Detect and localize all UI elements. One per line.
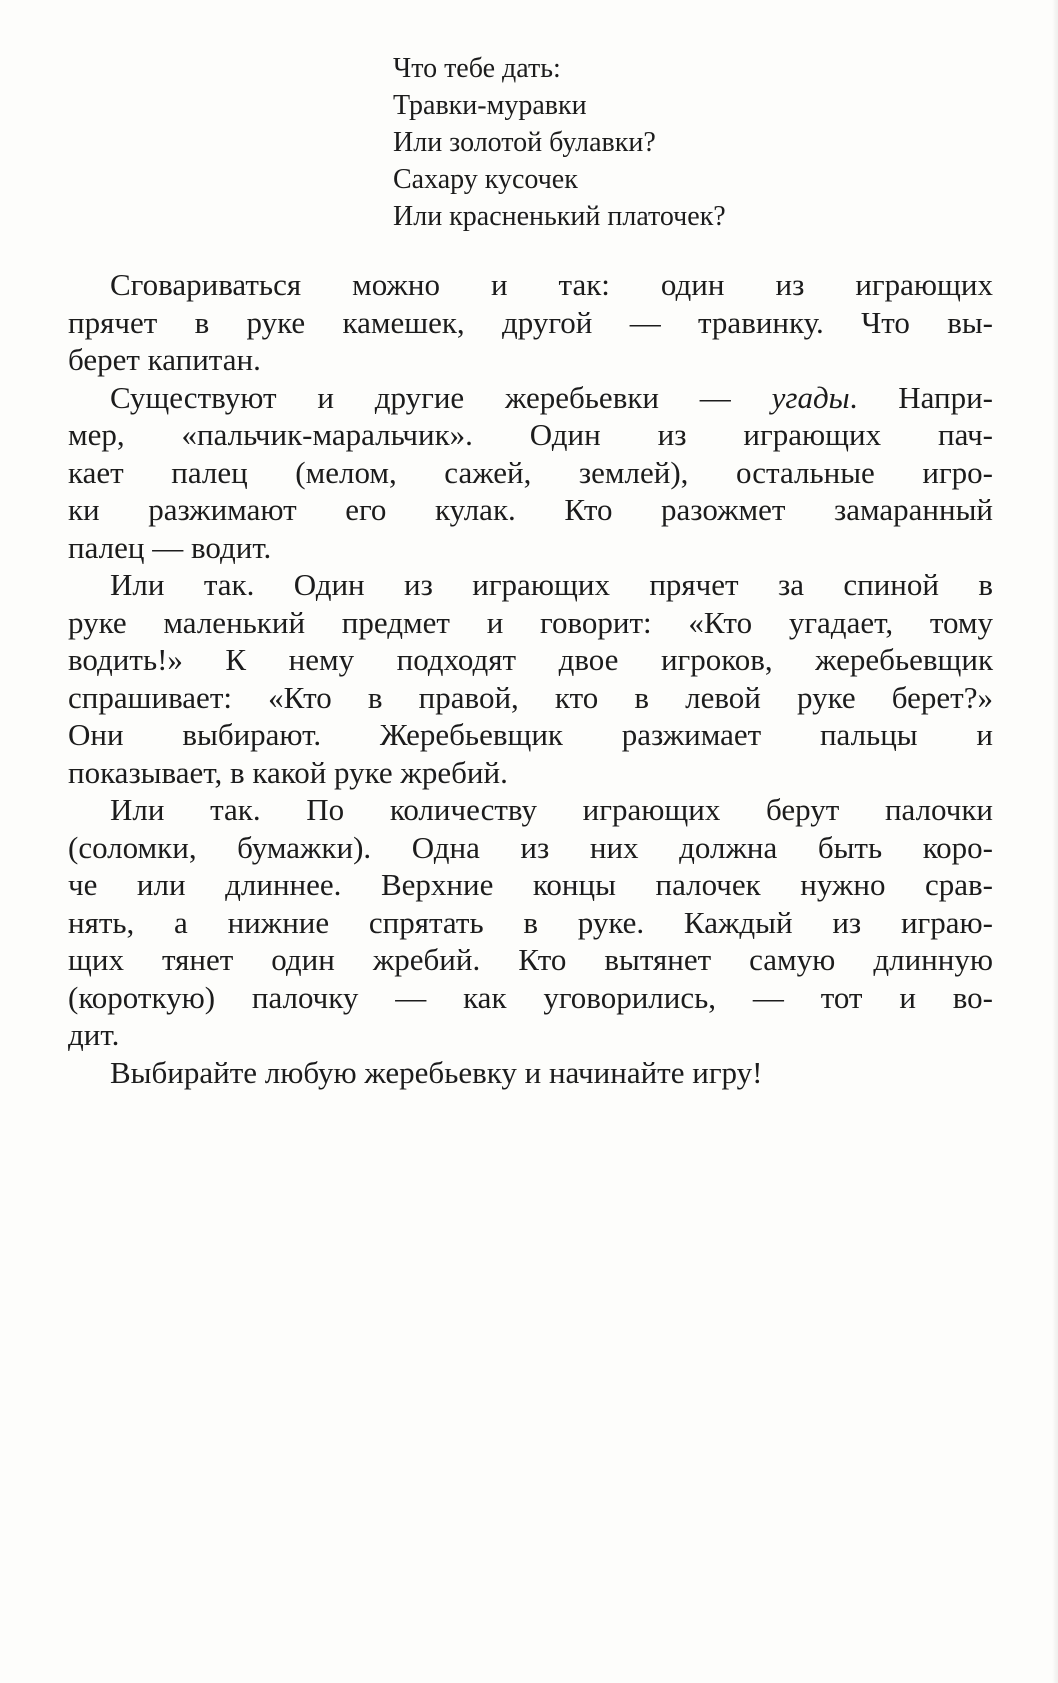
text-line: нять, а нижние спрятать в руке. Каждый из играю- — [68, 904, 993, 940]
text-line: дит. — [68, 1017, 120, 1052]
page-edge-shadow — [1052, 0, 1058, 1683]
text-line: кает палец (мелом, сажей, землей), остальные игро- — [68, 454, 993, 490]
paragraph-hidden-object — [68, 566, 993, 791]
text-line: (соломки, бумажки). Одна из них должна быть коро- — [68, 829, 993, 865]
verse-line: Травки-муравки — [393, 90, 587, 121]
verse-line: Или золотой булавки? — [393, 127, 656, 158]
text-line: (короткую) палочку — как уговорились, — тот и во- — [68, 979, 993, 1015]
text-line: че или длиннее. Верхние концы палочек нужно срав- — [68, 867, 993, 902]
text-line: Они выбирают. Жеребьевщик разжимает пальцы и — [68, 717, 993, 752]
verse-line: Что тебе дать: — [393, 53, 561, 84]
italic-term: угады — [771, 379, 850, 415]
paragraph-closing — [68, 1054, 993, 1092]
text-line: берет капитан. — [68, 342, 261, 377]
text-line: Или так. По количеству играющих берут палочки — [110, 792, 993, 827]
text-line: щих тянет один жребий. Кто вытянет самую длинную — [68, 942, 993, 977]
text-line: руке маленький предмет и говорит: «Кто угадает, тому — [68, 604, 993, 640]
text-line: Выбирайте любую жеребьевку и начинайте игру! — [110, 1054, 763, 1090]
text-line: Или так. Один из играющих прячет за спиной в — [110, 567, 993, 602]
text-line: водить!» К нему подходят двое игроков, жеребьевщик — [68, 642, 993, 677]
text-line — [68, 379, 993, 417]
text-fragment: Существуют и другие жеребьевки — — [110, 379, 772, 415]
text-line: показывает, в какой руке жребий. — [68, 754, 508, 790]
text-line: мер, «пальчик-маральчик». Один из играющих пач- — [68, 417, 993, 452]
text-line: прячет в руке камешек, другой — травинку. Что вы- — [68, 304, 993, 340]
text-line: спрашивает: «Кто в правой, кто в левой руке берет?» — [68, 679, 993, 715]
text-line: ки разжимают его кулак. Кто разожмет замаранный — [68, 492, 993, 527]
verse-line: Или красненький платочек? — [393, 201, 726, 232]
verse-block — [393, 50, 953, 235]
paragraph-guessing — [68, 379, 993, 567]
paragraph-sticks — [68, 791, 993, 1054]
text-fragment: . Напри- — [849, 379, 993, 415]
text-line: Сговариваться можно и так: один из играющих — [110, 267, 993, 302]
paragraph-agreement — [68, 266, 993, 379]
body-text — [68, 266, 993, 1091]
verse-line: Сахару кусочек — [393, 164, 578, 195]
text-line: палец — водит. — [68, 529, 272, 565]
